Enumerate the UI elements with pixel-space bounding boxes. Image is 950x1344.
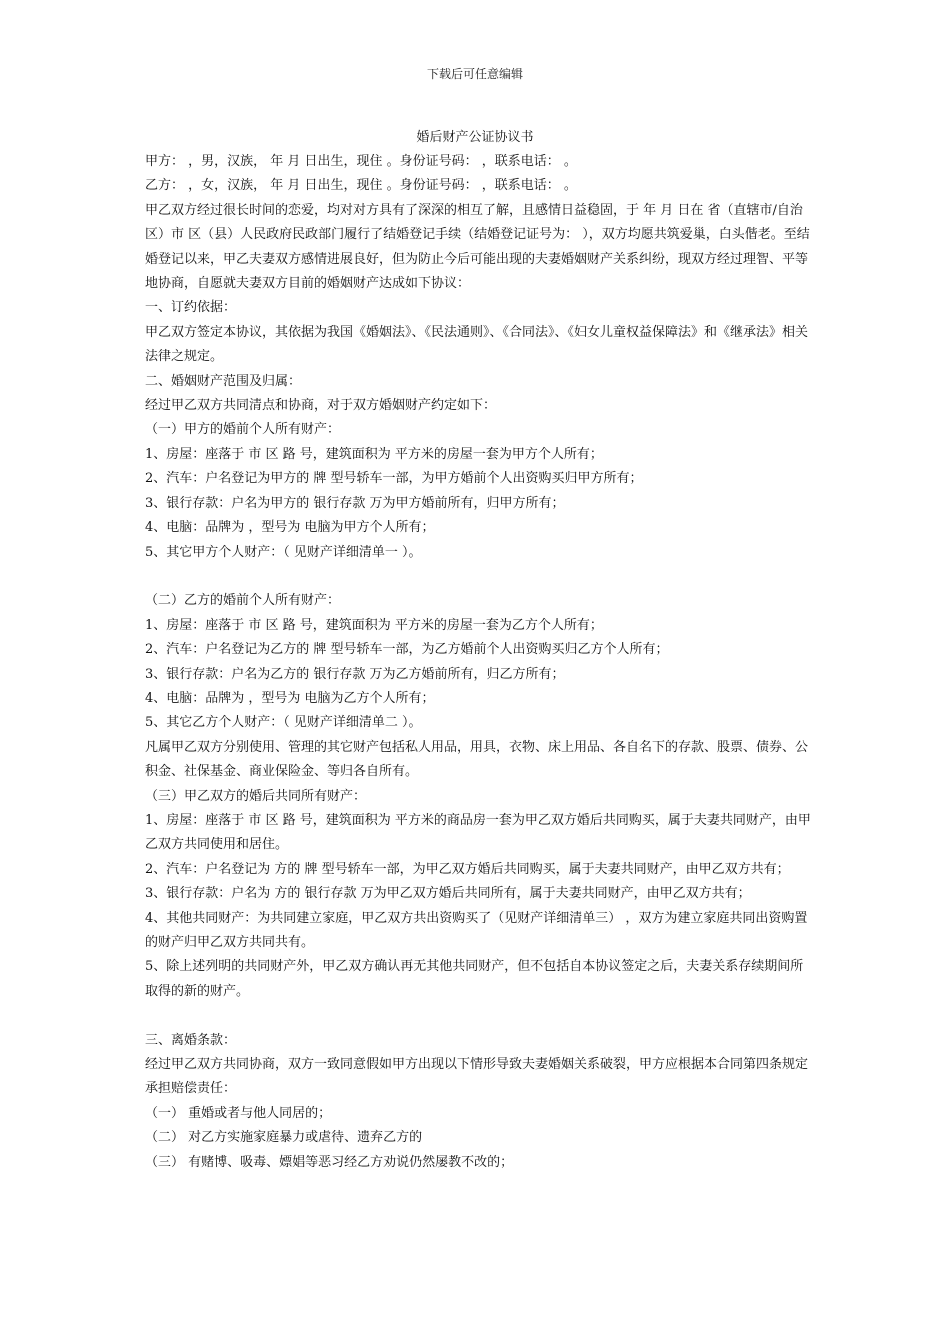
document-paragraph: 5、除上述列明的共同财产外，甲乙双方确认再无其他共同财产，但不包括自本协议签定之后，夫妻关系存续期间所取得的新的财产。 [145,959,804,999]
document-paragraph: 4、电脑：品牌为 ，型号为 电脑为乙方个人所有； [145,690,435,706]
document-paragraph: （一）甲方的婚前个人所有财产： [145,422,341,438]
document-paragraph: 甲乙双方签定本协议，其依据为我国《婚姻法》、《民法通则》、《合同法》、《妇女儿童权益保障法》和《继承法》相关法律之规定。 [145,324,809,365]
page-header-note: 下载后可任意编辑 [426,67,523,81]
document-paragraph: （二） 对乙方实施家庭暴力或虐待、遗弃乙方的 [145,1130,423,1146]
document-paragraph: 5、其它乙方个人财产：（ 见财产详细清单二 ）。 [145,715,422,731]
document-paragraph: 凡属甲乙双方分别使用、管理的其它财产包括私人用品，用具，衣物、床上用品、各自名下的存款、股票、债券、公积金、社保基金、商业保险金、等归各自所有。 [145,739,809,780]
document-paragraph: 甲方： ，男，汉族， 年 月 日出生，现住 。身份证号码： ，联系电话： 。 [145,154,577,169]
document-paragraph: 三、离婚条款： [145,1032,237,1048]
document-paragraph: （一） 重婚或者与他人同居的； [145,1105,332,1121]
blank-line [145,1004,815,1028]
document-paragraph: 二、婚姻财产范围及归属： [145,373,302,389]
document-paragraph: 1、房屋：座落于 市 区 路 号，建筑面积为 平方米的商品房一套为甲乙双方婚后共同购买，属于夫妻共同财产，由甲乙双方共同使用和居住。 [145,812,811,853]
document-paragraph: 经过甲乙双方共同协商，双方一致同意假如甲方出现以下情形导致夫妻婚姻关系破裂，甲方应根据本合同第四条规定承担赔偿责任： [145,1057,809,1097]
document-paragraph: 经过甲乙双方共同清点和协商，对于双方婚姻财产约定如下： [145,398,497,414]
document-body [145,150,815,1175]
document-paragraph: （二）乙方的婚前个人所有财产： [145,593,341,609]
document-paragraph: 一、订约依据： [145,300,237,316]
document-paragraph: 1、房屋：座落于 市 区 路 号，建筑面积为 平方米的房屋一套为乙方个人所有； [145,617,603,633]
blank-line [145,565,815,589]
document-paragraph: 2、汽车：户名登记为乙方的 牌 型号轿车一部，为乙方婚前个人出资购买归乙方个人所有； [145,642,669,658]
document-paragraph: 甲乙双方经过很长时间的恋爱，均对对方具有了深深的相互了解，且感情日益稳固，于 年 月 日在 省（直辖市/自治区）市 区（县）人民政府民政部门履行了结婚登记手续（结婚登记证号为： ），双方均愿共筑爱巢，白头偕老。至结婚登记以来，甲乙夫妻双方感情进展良好，但为防止今后可能出现的夫妻婚姻财产关系纠纷，现双方经过理智、平等地协商，自愿就夫妻双方目前的婚姻财产达成如下协议： [145,202,810,292]
document-paragraph: 4、其他共同财产：为共同建立家庭，甲乙双方共出资购买了（见财产详细清单三） ，双方为建立家庭共同出资购置的财产归甲乙双方共同共有。 [145,910,808,950]
document-paragraph: 4、电脑：品牌为 ，型号为 电脑为甲方个人所有； [145,520,435,536]
document-paragraph: 5、其它甲方个人财产：（ 见财产详细清单一 ）。 [145,544,422,560]
document-paragraph: 2、汽车：户名登记为甲方的 牌 型号轿车一部，为甲方婚前个人出资购买归甲方所有； [145,471,643,487]
document-paragraph: 1、房屋：座落于 市 区 路 号，建筑面积为 平方米的房屋一套为甲方个人所有； [145,446,603,462]
document-paragraph: （三）甲乙双方的婚后共同所有财产： [145,788,367,804]
document-paragraph: 3、银行存款：户名为 方的 银行存款 万为甲乙双方婚后共同所有，属于夫妻共同财产，由甲乙双方共有； [145,886,751,902]
document-paragraph: 3、银行存款：户名为乙方的 银行存款 万为乙方婚前所有，归乙方所有； [145,666,565,682]
document-paragraph: 3、银行存款：户名为甲方的 银行存款 万为甲方婚前所有，归甲方所有； [145,495,565,511]
document-paragraph: 2、汽车：户名登记为 方的 牌 型号轿车一部，为甲乙双方婚后共同购买，属于夫妻共同财产，由甲乙双方共有； [145,861,790,877]
document-paragraph: （三） 有赌博、吸毒、嫖娼等恶习经乙方劝说仍然屡教不改的； [145,1154,514,1170]
document-paragraph: 乙方： ，女，汉族， 年 月 日出生，现住 。身份证号码： ，联系电话： 。 [145,178,577,194]
document-title: 婚后财产公证协议书 [416,130,534,145]
